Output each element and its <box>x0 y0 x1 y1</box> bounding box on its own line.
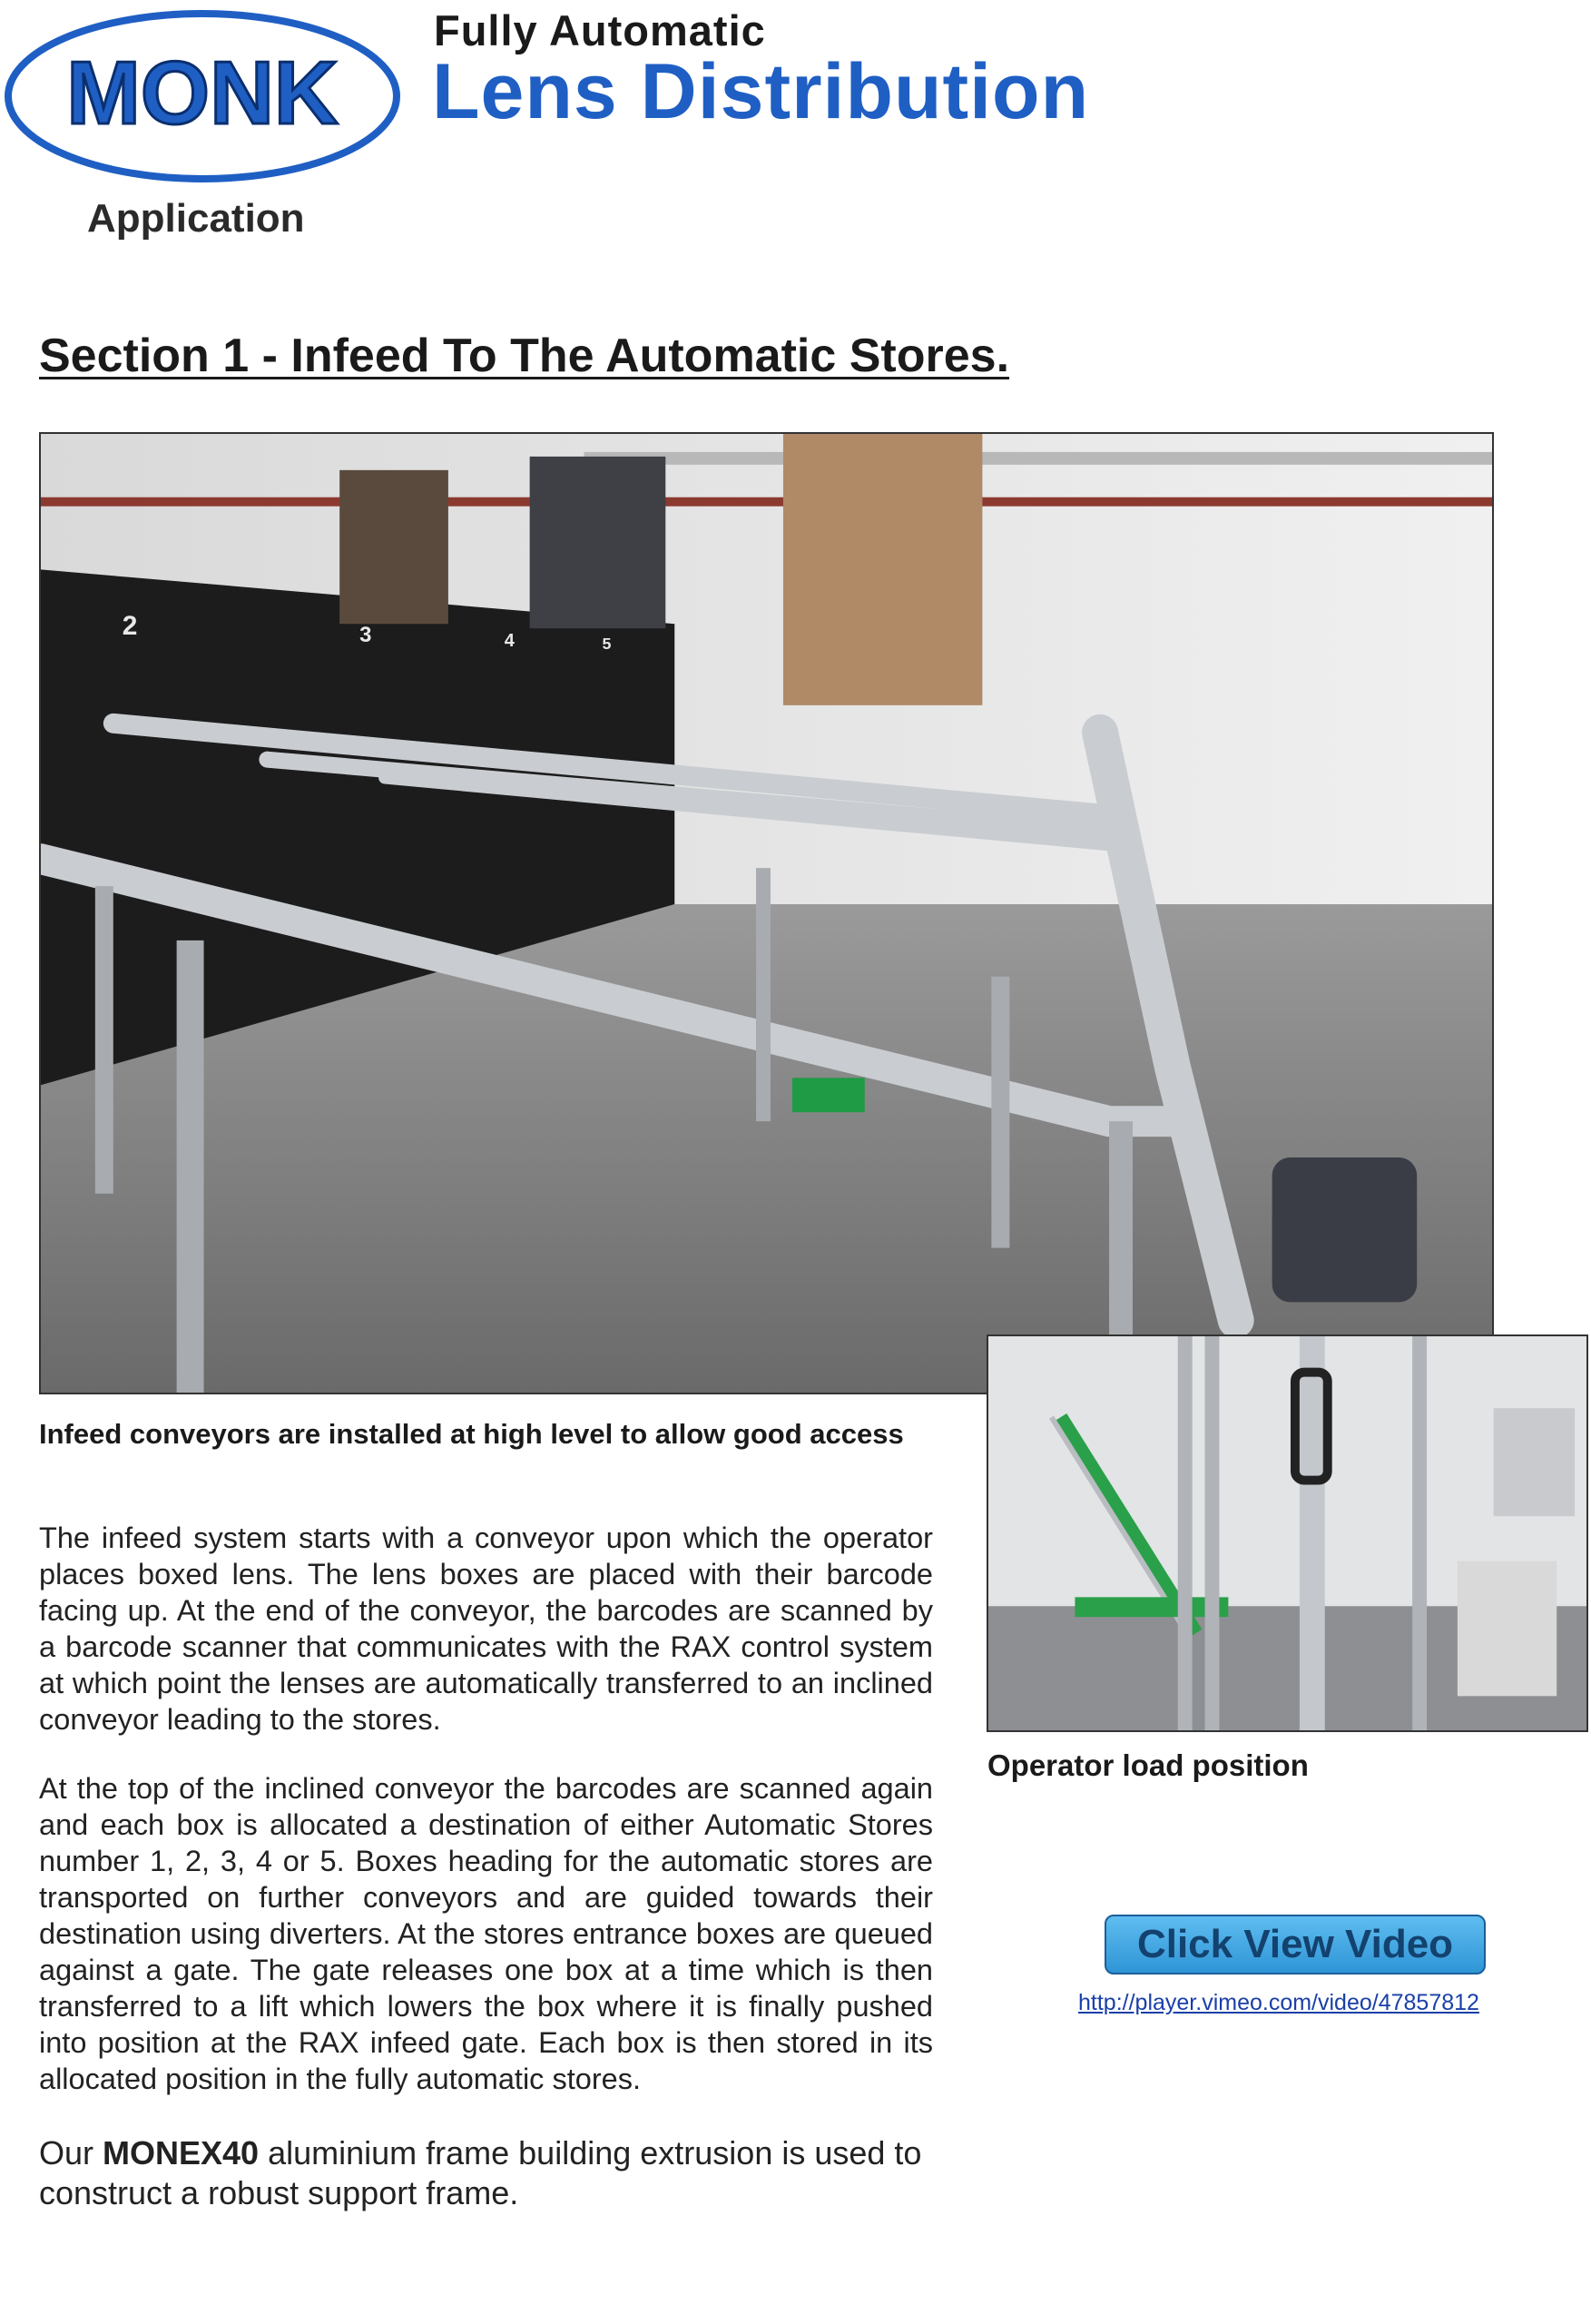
operator-load-photo <box>987 1334 1588 1732</box>
title-main: Lens Distribution <box>432 48 1090 135</box>
store-number-4: 4 <box>504 631 515 652</box>
video-link[interactable]: http://player.vimeo.com/video/47857812 <box>1078 1990 1479 2015</box>
body-paragraph-3 <box>39 2133 933 2213</box>
section-heading: Section 1 - Infeed To The Automatic Stores. <box>39 330 1010 382</box>
application-label: Application <box>87 196 305 241</box>
monex40-label: MONEX40 <box>103 2134 260 2171</box>
para3-prefix: Our <box>39 2134 103 2171</box>
body-paragraph-1: The infeed system starts with a conveyor upon which the operator places boxed lens. The lens boxes are placed with their barcode facing up. At the end of the conveyor, the barcodes are scanned by a barcode scanner that communicates with the RAX control system at which point the lenses are automatically transferred to an inclined conveyor leading to the stores. <box>39 1521 933 1736</box>
store-number-2: 2 <box>122 611 138 642</box>
monk-logo <box>3 7 402 185</box>
main-photo-caption: Infeed conveyors are installed at high level to allow good access <box>39 1418 904 1450</box>
view-video-button[interactable]: Click View Video <box>1105 1915 1486 1974</box>
body-paragraph-2: At the top of the inclined conveyor the barcodes are scanned again and each box is allocated a destination of either Automatic Stores number 1, 2, 3, 4 or 5. Boxes heading for the automatic stores are transported on further conveyors and are guided towards their destination using diverters. At the stores entrance boxes are queued against a gate. The gate releases one box at a time which is then transferred to a lift which lowers the box where it is finally pushed into position at the RAX infeed gate. Each box is then stored in its allocated position in the fully automatic stores. <box>39 1772 933 2095</box>
operator-photo-caption: Operator load position <box>987 1748 1309 1782</box>
store-number-3: 3 <box>359 623 372 648</box>
store-number-5: 5 <box>602 635 612 654</box>
infeed-conveyor-photo <box>39 432 1494 1394</box>
para3-suffix: aluminium frame building extrusion is used to construct a robust support frame. <box>39 2134 922 2211</box>
title-small: Fully Automatic <box>434 6 766 54</box>
svg-text:MONK: MONK <box>66 43 339 143</box>
